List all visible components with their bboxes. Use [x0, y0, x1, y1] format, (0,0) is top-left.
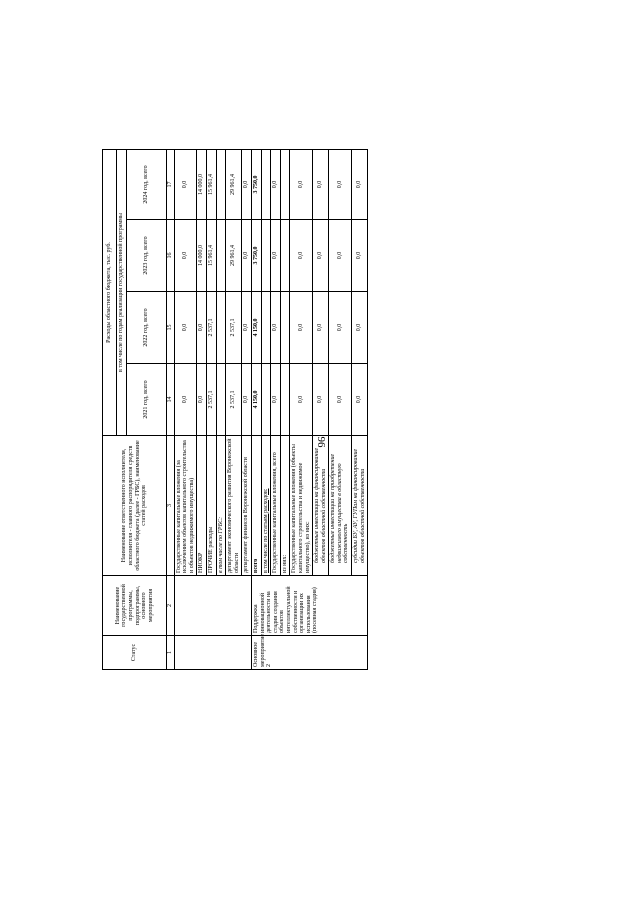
row-label: в том числе по ГРБС: [216, 436, 226, 576]
row-label: бюджетные инвестиции на финансирование объектов областной собственности [313, 436, 329, 576]
value-2021: 0,0 [313, 364, 329, 436]
column-number: 14 [167, 364, 175, 436]
value-2024: 14 000,0 [197, 149, 207, 219]
column-number: 1 [167, 636, 175, 670]
row-label: из них: [280, 436, 290, 576]
value-2024 [280, 149, 290, 219]
row-label: департамент экономического развития Воронежской области [226, 436, 242, 576]
value-2023: 0,0 [329, 220, 352, 292]
value-2023: 0,0 [242, 220, 252, 292]
value-2024: 0,0 [329, 149, 352, 219]
value-2022: 0,0 [313, 292, 329, 364]
value-2023 [216, 220, 226, 292]
value-2024: 3 750,0 [251, 149, 261, 219]
row-label: ПРОЧИЕ расходы [206, 436, 216, 576]
row-label: НИОКР [197, 436, 207, 576]
value-2022 [216, 292, 226, 364]
row-label: департамент финансов Воронежской области [242, 436, 252, 576]
value-2023: 0,0 [174, 220, 197, 292]
value-2023: 14 000,0 [197, 220, 207, 292]
value-2022 [261, 292, 271, 364]
value-2021: 2 537,1 [226, 364, 242, 436]
value-2021: 0,0 [329, 364, 352, 436]
program-cell-empty [174, 576, 251, 636]
measure-status: Основное мероприятие 2 [251, 636, 367, 670]
status-cell-empty [174, 636, 251, 670]
value-2022: 0,0 [271, 292, 281, 364]
value-2023: 0,0 [313, 220, 329, 292]
header-by-years: в том числе по годам реализации государственной программы [117, 149, 127, 435]
column-number: 3 [167, 436, 175, 576]
value-2021: 4 150,0 [251, 364, 261, 436]
header-year-2022: 2022 год, всего [127, 292, 167, 364]
value-2022: 2 537,1 [226, 292, 242, 364]
value-2022: 4 150,0 [251, 292, 261, 364]
row-label: бюджетные инвестиции на приобретение недвижимого имущества в областную собственность [329, 436, 352, 576]
header-executor: Наименование ответственного исполнителя, исполнителя - главного распорядителя средств областного бюджета (далее - ГРБС), наименование статей расходов [103, 436, 167, 576]
value-2022: 0,0 [352, 292, 368, 364]
value-2022: 0,0 [174, 292, 197, 364]
value-2023: 0,0 [271, 220, 281, 292]
value-2023: 29 961,4 [226, 220, 242, 292]
column-numbers-row [167, 149, 175, 669]
budget-table [102, 149, 368, 670]
value-2021: 0,0 [242, 364, 252, 436]
value-2024: 29 961,4 [226, 149, 242, 219]
row-label: Государственные капитальные вложения, всего [271, 436, 281, 576]
value-2023: 0,0 [352, 220, 368, 292]
value-2024 [261, 149, 271, 219]
value-2022: 0,0 [242, 292, 252, 364]
value-2022: 2 537,1 [206, 292, 216, 364]
value-2021: 0,0 [352, 364, 368, 436]
value-2022: 0,0 [197, 292, 207, 364]
page-number: 96 [315, 436, 327, 448]
row-label: в том числе по статьям расходов: [261, 436, 271, 576]
table-row [251, 149, 261, 669]
row-label: всего [251, 436, 261, 576]
header-year-2024: 2024 год, всего [127, 149, 167, 219]
value-2024: 0,0 [313, 149, 329, 219]
value-2024: 0,0 [174, 149, 197, 219]
header-expenses: Расходы областного бюджета, тыс. руб. [103, 149, 117, 435]
value-2024 [216, 149, 226, 219]
measure-name: Поддержка инновационной деятельности на стадии создания объектов интеллектуальной собственности и организации их использования (посевная стадия) [251, 576, 367, 636]
value-2021: 0,0 [290, 364, 313, 436]
row-label: Государственные капитальные вложения (за исключением объектов капитального строительства и объектов недвижимого имущества) [174, 436, 197, 576]
value-2021 [261, 364, 271, 436]
value-2024: 0,0 [271, 149, 281, 219]
value-2023 [280, 220, 290, 292]
value-2021 [280, 364, 290, 436]
column-number: 17 [167, 149, 175, 219]
value-2023: 0,0 [290, 220, 313, 292]
value-2021 [216, 364, 226, 436]
value-2023: 3 750,0 [251, 220, 261, 292]
value-2021: 0,0 [271, 364, 281, 436]
header-year-2021: 2021 год, всего [127, 364, 167, 436]
header-program-name: Наименование государственной программы, подпрограммы, основного мероприятия [103, 576, 167, 636]
value-2022: 0,0 [329, 292, 352, 364]
value-2022 [280, 292, 290, 364]
value-2024: 0,0 [242, 149, 252, 219]
column-number: 15 [167, 292, 175, 364]
value-2024: 0,0 [352, 149, 368, 219]
value-2023 [261, 220, 271, 292]
value-2022: 0,0 [290, 292, 313, 364]
column-number: 16 [167, 220, 175, 292]
value-2023: 15 961,4 [206, 220, 216, 292]
value-2021: 2 537,1 [206, 364, 216, 436]
row-label: Государственные капитальные вложения (объекты капитального строительства и недвижимое имущество), из них: [290, 436, 313, 576]
value-2021: 0,0 [197, 364, 207, 436]
row-label: субсидии БУ, АУ, ГУПам на финансирование объектов областной собственности [352, 436, 368, 576]
value-2021: 0,0 [174, 364, 197, 436]
header-year-2023: 2023 год, всего [127, 220, 167, 292]
table-row [174, 149, 197, 669]
column-number: 2 [167, 576, 175, 636]
rotated-page-content [102, 150, 482, 670]
value-2024: 0,0 [290, 149, 313, 219]
value-2024: 15 961,4 [206, 149, 216, 219]
header-status: Статус [103, 636, 167, 670]
